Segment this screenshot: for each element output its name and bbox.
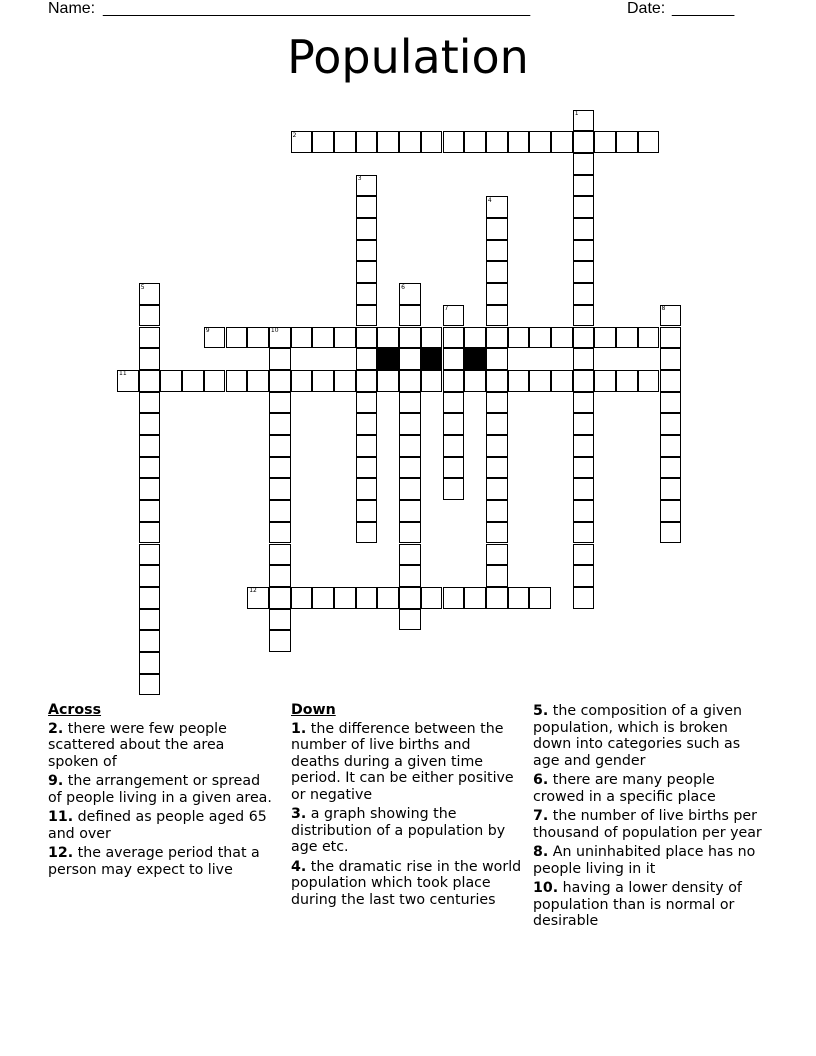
grid-cell[interactable] bbox=[399, 457, 421, 479]
clue-item bbox=[533, 703, 769, 769]
grid-cell[interactable] bbox=[356, 522, 378, 544]
grid-cell[interactable] bbox=[139, 327, 161, 349]
grid-cell[interactable] bbox=[356, 283, 378, 305]
clue-item-text: having a lower density of population than is normal or desirable bbox=[533, 880, 742, 929]
grid-cell[interactable] bbox=[486, 327, 508, 349]
clue-item bbox=[291, 721, 523, 804]
clue-item-text: a graph showing the distribution of a population by age etc. bbox=[291, 806, 506, 855]
grid-cell[interactable] bbox=[573, 218, 595, 240]
grid-cell[interactable] bbox=[139, 305, 161, 327]
black-cell bbox=[377, 348, 399, 370]
clue-number: 1 bbox=[574, 110, 579, 117]
grid-cell[interactable] bbox=[226, 327, 248, 349]
grid-cell[interactable] bbox=[247, 327, 269, 349]
grid-cell[interactable] bbox=[464, 327, 486, 349]
grid-cell[interactable] bbox=[421, 587, 443, 609]
clue-item-text: the arrangement or spread of people living in a given area. bbox=[48, 773, 272, 806]
grid-cell[interactable] bbox=[377, 370, 399, 392]
grid-cell[interactable] bbox=[486, 131, 508, 153]
grid-cell[interactable] bbox=[638, 370, 660, 392]
clue-item-text: the composition of a given population, which is broken down into categories such as age and gender bbox=[533, 703, 743, 769]
clue-item-text: the dramatic rise in the world population which took place during the last two centuries bbox=[291, 858, 522, 908]
grid-cell[interactable] bbox=[443, 131, 465, 153]
grid-cell[interactable] bbox=[334, 327, 356, 349]
grid-cell[interactable] bbox=[486, 478, 508, 500]
grid-cell[interactable] bbox=[486, 565, 508, 587]
grid-cell[interactable] bbox=[616, 370, 638, 392]
grid-cell[interactable] bbox=[139, 435, 161, 457]
grid-cell[interactable] bbox=[508, 587, 530, 609]
grid-cell[interactable] bbox=[269, 500, 291, 522]
grid-cell[interactable] bbox=[464, 131, 486, 153]
grid-cell[interactable] bbox=[377, 131, 399, 153]
grid-cell[interactable] bbox=[204, 370, 226, 392]
grid-cell[interactable] bbox=[443, 327, 465, 349]
clue-item bbox=[48, 721, 278, 771]
grid-cell[interactable] bbox=[486, 500, 508, 522]
clue-number: 8 bbox=[661, 305, 666, 313]
grid-cell[interactable] bbox=[291, 587, 313, 609]
date-line[interactable]: _______ bbox=[672, 0, 735, 17]
grid-cell[interactable] bbox=[139, 478, 161, 500]
grid-cell[interactable] bbox=[269, 435, 291, 457]
grid-cell[interactable] bbox=[573, 110, 595, 132]
grid-cell[interactable] bbox=[356, 175, 378, 197]
grid-cell[interactable] bbox=[660, 435, 682, 457]
grid-cell[interactable] bbox=[573, 261, 595, 283]
grid-cell[interactable] bbox=[464, 370, 486, 392]
grid-cell[interactable] bbox=[399, 522, 421, 544]
grid-cell[interactable] bbox=[573, 327, 595, 349]
grid-cell[interactable] bbox=[139, 630, 161, 652]
grid-cell[interactable] bbox=[486, 305, 508, 327]
clue-item bbox=[291, 806, 523, 856]
clue-number: 6 bbox=[401, 283, 405, 291]
clue-item bbox=[291, 859, 523, 909]
grid-cell[interactable] bbox=[573, 435, 595, 457]
clue-item-text: there are many people crowed in a specific place bbox=[533, 772, 716, 805]
grid-cell[interactable] bbox=[573, 348, 595, 370]
grid-cell[interactable] bbox=[508, 370, 530, 392]
clue-number: 11 bbox=[119, 370, 127, 378]
grid-cell[interactable] bbox=[508, 131, 530, 153]
grid-cell[interactable] bbox=[660, 500, 682, 522]
clue-item bbox=[533, 844, 769, 877]
grid-cell[interactable] bbox=[291, 327, 313, 349]
grid-cell[interactable] bbox=[486, 283, 508, 305]
grid-cell[interactable] bbox=[443, 413, 465, 435]
grid-cell[interactable] bbox=[356, 478, 378, 500]
grid-cell[interactable] bbox=[573, 175, 595, 197]
grid-cell[interactable] bbox=[139, 348, 161, 370]
grid-cell[interactable] bbox=[573, 370, 595, 392]
clue-item bbox=[533, 808, 769, 841]
clue-item-number: 5. bbox=[533, 703, 549, 719]
grid-cell[interactable] bbox=[573, 131, 595, 153]
grid-cell[interactable] bbox=[399, 544, 421, 566]
grid-cell[interactable] bbox=[616, 131, 638, 153]
grid-cell[interactable] bbox=[486, 370, 508, 392]
grid-cell[interactable] bbox=[356, 435, 378, 457]
clue-number: 2 bbox=[292, 131, 297, 139]
clue-item-number: 8. bbox=[533, 844, 549, 860]
clue-number: 10 bbox=[270, 327, 279, 334]
grid-cell[interactable] bbox=[421, 370, 443, 392]
grid-cell[interactable] bbox=[443, 587, 465, 609]
grid-cell[interactable] bbox=[551, 131, 573, 153]
grid-cell[interactable] bbox=[139, 565, 161, 587]
grid-cell[interactable] bbox=[399, 587, 421, 609]
grid-cell[interactable] bbox=[573, 478, 595, 500]
grid-cell[interactable] bbox=[443, 435, 465, 457]
grid-cell[interactable] bbox=[486, 522, 508, 544]
grid-cell[interactable] bbox=[573, 457, 595, 479]
grid-cell[interactable] bbox=[399, 131, 421, 153]
across-heading: Across bbox=[48, 702, 102, 718]
name-line[interactable]: ________________________________________________ bbox=[103, 0, 531, 17]
grid-cell[interactable] bbox=[312, 587, 334, 609]
clue-item-number: 6. bbox=[533, 772, 549, 788]
grid-cell[interactable] bbox=[139, 500, 161, 522]
grid-cell[interactable] bbox=[486, 240, 508, 262]
clue-item-number: 3. bbox=[291, 806, 307, 822]
grid-cell[interactable] bbox=[486, 544, 508, 566]
grid-cell[interactable] bbox=[399, 435, 421, 457]
grid-cell[interactable] bbox=[573, 240, 595, 262]
clue-item bbox=[533, 772, 769, 805]
grid-cell[interactable] bbox=[573, 565, 595, 587]
grid-cell[interactable] bbox=[486, 218, 508, 240]
grid-cell[interactable] bbox=[399, 413, 421, 435]
grid-cell[interactable] bbox=[443, 305, 465, 327]
clue-number: 7 bbox=[444, 305, 449, 313]
black-cell bbox=[464, 348, 486, 370]
grid-cell[interactable] bbox=[573, 283, 595, 305]
grid-cell[interactable] bbox=[594, 327, 616, 349]
grid-cell[interactable] bbox=[486, 413, 508, 435]
grid-cell[interactable] bbox=[573, 153, 595, 175]
grid-cell[interactable] bbox=[356, 218, 378, 240]
clue-item bbox=[533, 880, 769, 930]
clue-item bbox=[48, 845, 278, 878]
grid-cell[interactable] bbox=[399, 565, 421, 587]
grid-cell[interactable] bbox=[573, 196, 595, 218]
down-heading: Down bbox=[291, 702, 336, 718]
grid-cell[interactable] bbox=[139, 674, 161, 696]
clues-column-2 bbox=[291, 702, 523, 911]
grid-cell[interactable] bbox=[291, 131, 313, 153]
grid-cell[interactable] bbox=[486, 587, 508, 609]
grid-cell[interactable] bbox=[160, 370, 182, 392]
grid-cell[interactable] bbox=[356, 392, 378, 414]
black-cell bbox=[421, 348, 443, 370]
clue-item-text: there were few people scattered about the area spoken of bbox=[48, 720, 227, 770]
grid-cell[interactable] bbox=[638, 327, 660, 349]
grid-cell[interactable] bbox=[443, 392, 465, 414]
grid-cell[interactable] bbox=[660, 327, 682, 349]
grid-cell[interactable] bbox=[334, 131, 356, 153]
across-clue-list bbox=[48, 721, 278, 879]
clue-item bbox=[48, 773, 278, 806]
grid-cell[interactable] bbox=[508, 327, 530, 349]
grid-cell[interactable] bbox=[356, 240, 378, 262]
grid-cell[interactable] bbox=[139, 544, 161, 566]
grid-cell[interactable] bbox=[660, 413, 682, 435]
grid-cell[interactable] bbox=[269, 630, 291, 652]
grid-cell[interactable] bbox=[529, 131, 551, 153]
grid-cell[interactable] bbox=[356, 500, 378, 522]
clue-number: 5 bbox=[140, 283, 145, 291]
grid-cell[interactable] bbox=[356, 305, 378, 327]
grid-cell[interactable] bbox=[139, 652, 161, 674]
grid-cell[interactable] bbox=[356, 348, 378, 370]
grid-cell[interactable] bbox=[139, 587, 161, 609]
name-label: Name: bbox=[48, 0, 96, 17]
clue-item-number: 11. bbox=[48, 809, 74, 825]
grid-cell[interactable] bbox=[117, 370, 139, 392]
grid-cell[interactable] bbox=[464, 587, 486, 609]
clue-item-number: 2. bbox=[48, 720, 64, 737]
grid-cell[interactable] bbox=[399, 305, 421, 327]
grid-cell[interactable] bbox=[269, 327, 291, 349]
grid-cell[interactable] bbox=[269, 370, 291, 392]
grid-cell[interactable] bbox=[638, 131, 660, 153]
grid-cell[interactable] bbox=[269, 544, 291, 566]
grid-cell[interactable] bbox=[356, 196, 378, 218]
grid-cell[interactable] bbox=[616, 327, 638, 349]
clues-column-1 bbox=[48, 702, 278, 881]
grid-cell[interactable] bbox=[269, 392, 291, 414]
grid-cell[interactable] bbox=[486, 196, 508, 218]
grid-cell[interactable] bbox=[486, 348, 508, 370]
clue-number: 12 bbox=[249, 587, 257, 595]
grid-cell[interactable] bbox=[139, 457, 161, 479]
grid-cell[interactable] bbox=[399, 283, 421, 305]
grid-cell[interactable] bbox=[551, 370, 573, 392]
grid-cell[interactable] bbox=[269, 565, 291, 587]
grid-cell[interactable] bbox=[660, 392, 682, 414]
grid-cell[interactable] bbox=[529, 327, 551, 349]
grid-cell[interactable] bbox=[399, 392, 421, 414]
clue-item-number: 9. bbox=[48, 773, 64, 789]
grid-cell[interactable] bbox=[204, 327, 226, 349]
grid-cell[interactable] bbox=[377, 327, 399, 349]
grid-cell[interactable] bbox=[660, 478, 682, 500]
grid-cell[interactable] bbox=[312, 370, 334, 392]
grid-cell[interactable] bbox=[529, 587, 551, 609]
grid-cell[interactable] bbox=[269, 478, 291, 500]
grid-cell[interactable] bbox=[247, 370, 269, 392]
grid-cell[interactable] bbox=[399, 609, 421, 631]
clue-item-text: An uninhabited place has no people living in it bbox=[533, 844, 756, 877]
grid-cell[interactable] bbox=[139, 522, 161, 544]
grid-cell[interactable] bbox=[269, 587, 291, 609]
grid-cell[interactable] bbox=[660, 522, 682, 544]
grid-cell[interactable] bbox=[486, 435, 508, 457]
down-clue-list-continued bbox=[533, 703, 769, 930]
grid-cell[interactable] bbox=[399, 327, 421, 349]
grid-cell[interactable] bbox=[399, 478, 421, 500]
grid-cell[interactable] bbox=[269, 609, 291, 631]
grid-cell[interactable] bbox=[594, 131, 616, 153]
grid-cell[interactable] bbox=[356, 131, 378, 153]
grid-cell[interactable] bbox=[573, 544, 595, 566]
down-clue-list bbox=[291, 721, 523, 909]
page-title: Population bbox=[287, 30, 529, 84]
grid-cell[interactable] bbox=[356, 327, 378, 349]
grid-cell[interactable] bbox=[312, 327, 334, 349]
grid-cell[interactable] bbox=[443, 370, 465, 392]
grid-cell[interactable] bbox=[182, 370, 204, 392]
grid-cell[interactable] bbox=[139, 283, 161, 305]
grid-cell[interactable] bbox=[573, 413, 595, 435]
grid-cell[interactable] bbox=[139, 370, 161, 392]
grid-cell[interactable] bbox=[573, 392, 595, 414]
grid-cell[interactable] bbox=[660, 370, 682, 392]
grid-cell[interactable] bbox=[312, 131, 334, 153]
grid-cell[interactable] bbox=[660, 305, 682, 327]
grid-cell[interactable] bbox=[334, 370, 356, 392]
clue-item-text: defined as people aged 65 and over bbox=[48, 809, 267, 842]
grid-cell[interactable] bbox=[399, 370, 421, 392]
grid-cell[interactable] bbox=[551, 327, 573, 349]
grid-cell[interactable] bbox=[486, 457, 508, 479]
clue-item-text: the average period that a person may expect to live bbox=[48, 845, 260, 878]
clue-item-number: 4. bbox=[291, 858, 307, 875]
grid-cell[interactable] bbox=[421, 327, 443, 349]
grid-cell[interactable] bbox=[269, 457, 291, 479]
grid-cell[interactable] bbox=[573, 587, 595, 609]
clues-column-3 bbox=[533, 703, 769, 933]
grid-cell[interactable] bbox=[356, 261, 378, 283]
grid-cell[interactable] bbox=[226, 370, 248, 392]
grid-cell[interactable] bbox=[660, 457, 682, 479]
grid-cell[interactable] bbox=[356, 457, 378, 479]
grid-cell[interactable] bbox=[334, 587, 356, 609]
grid-cell[interactable] bbox=[291, 370, 313, 392]
clue-item-number: 7. bbox=[533, 808, 549, 824]
grid-cell[interactable] bbox=[573, 305, 595, 327]
grid-cell[interactable] bbox=[139, 392, 161, 414]
grid-cell[interactable] bbox=[269, 522, 291, 544]
grid-cell[interactable] bbox=[443, 348, 465, 370]
grid-cell[interactable] bbox=[139, 413, 161, 435]
grid-cell[interactable] bbox=[399, 348, 421, 370]
grid-cell[interactable] bbox=[377, 587, 399, 609]
grid-cell[interactable] bbox=[529, 370, 551, 392]
grid-cell[interactable] bbox=[486, 261, 508, 283]
grid-cell[interactable] bbox=[139, 609, 161, 631]
grid-cell[interactable] bbox=[486, 392, 508, 414]
clue-item-number: 10. bbox=[533, 880, 559, 896]
clue-number: 3 bbox=[357, 175, 362, 183]
grid-cell[interactable] bbox=[356, 587, 378, 609]
clue-number: 4 bbox=[487, 196, 492, 204]
grid-cell[interactable] bbox=[573, 522, 595, 544]
grid-cell[interactable] bbox=[443, 457, 465, 479]
grid-cell[interactable] bbox=[594, 370, 616, 392]
grid-cell[interactable] bbox=[247, 587, 269, 609]
clue-number: 9 bbox=[205, 327, 210, 334]
grid-cell[interactable] bbox=[399, 500, 421, 522]
grid-cell[interactable] bbox=[443, 478, 465, 500]
grid-cell[interactable] bbox=[356, 370, 378, 392]
date-label: Date: bbox=[627, 0, 666, 17]
clue-item-text: the difference between the number of live births and deaths during a given time period. It can be either positive or negative bbox=[291, 720, 514, 803]
clue-item-text: the number of live births per thousand of population per year bbox=[533, 808, 762, 841]
grid-cell[interactable] bbox=[356, 413, 378, 435]
clue-item bbox=[48, 809, 278, 842]
grid-cell[interactable] bbox=[269, 348, 291, 370]
grid-cell[interactable] bbox=[660, 348, 682, 370]
grid-cell[interactable] bbox=[573, 500, 595, 522]
grid-cell[interactable] bbox=[421, 131, 443, 153]
clue-item-number: 1. bbox=[291, 720, 307, 737]
grid-cell[interactable] bbox=[269, 413, 291, 435]
clue-item-number: 12. bbox=[48, 845, 74, 861]
